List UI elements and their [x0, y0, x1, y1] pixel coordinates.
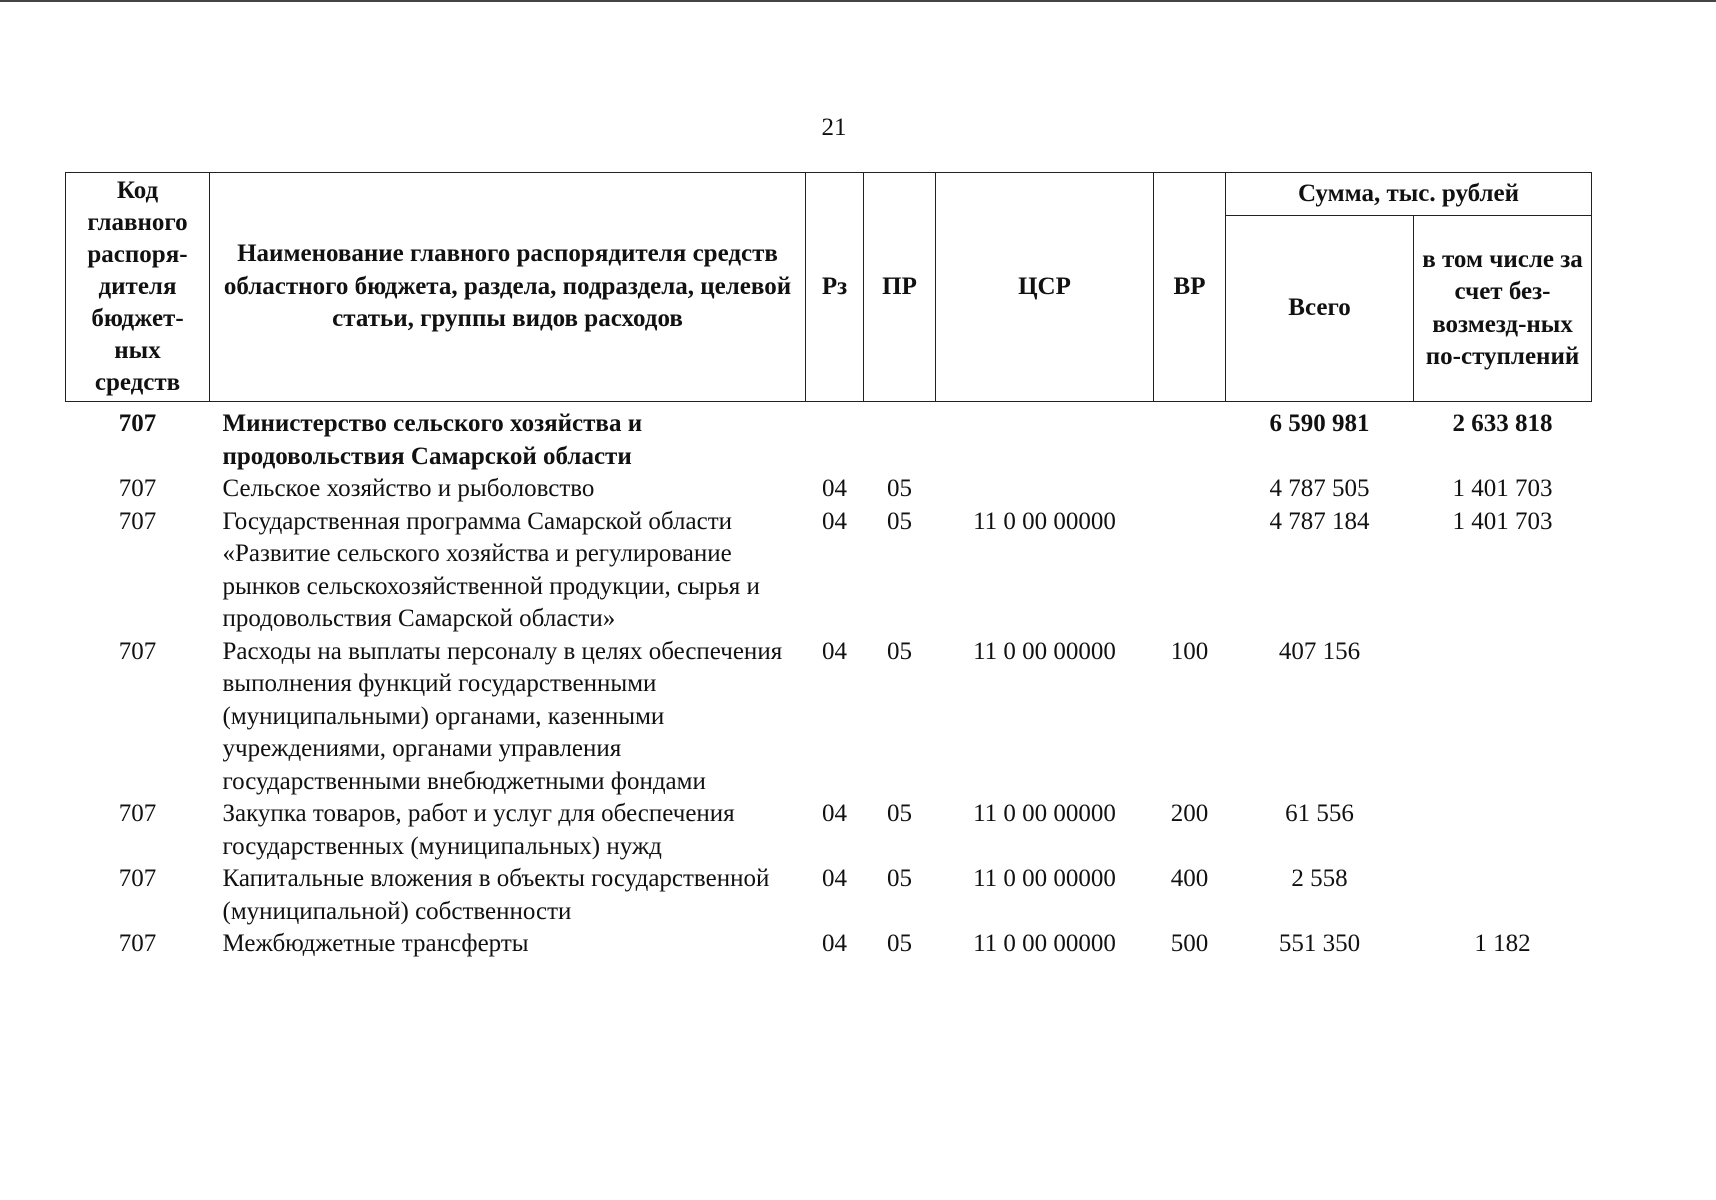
header-csr: ЦСР	[936, 173, 1154, 402]
cell-pr: 05	[887, 800, 912, 827]
cell-csr	[936, 473, 1154, 506]
table-row	[66, 636, 1592, 799]
cell-code: 707	[118, 800, 157, 827]
header-pr: ПР	[864, 173, 936, 402]
cell-name: Министерство сельского хозяйства и продовольствия Самарской области	[222, 410, 643, 470]
cell-vr: 200	[1170, 800, 1209, 827]
header-gratis: в том числе за счет без-возмезд-ных по-ступлений	[1414, 216, 1592, 402]
cell-vr	[1154, 506, 1226, 636]
cell-rz	[806, 402, 864, 474]
cell-pr: 05	[887, 865, 912, 892]
cell-name: Сельское хозяйство и рыболовство	[222, 475, 595, 502]
cell-rz: 04	[822, 475, 847, 502]
cell-pr: 05	[887, 475, 912, 502]
top-rule	[0, 0, 1716, 2]
cell-csr: 11 0 00 00000	[973, 865, 1116, 892]
header-total: Всего	[1226, 216, 1414, 402]
table-body	[66, 402, 1592, 961]
cell-total: 407 156	[1278, 637, 1361, 665]
cell-name: Расходы на выплаты персоналу в целях обеспечения выполнения функций государственными (муниципальными) органами, казенными учреждениями, органами управления государственными внебюджетными фондами	[222, 637, 783, 795]
cell-gratis: 2 633 818	[1452, 410, 1553, 437]
cell-code: 707	[118, 930, 157, 957]
header-rz: Рз	[806, 173, 864, 402]
page-number: 21	[821, 114, 847, 141]
table-header	[66, 173, 1592, 402]
header-code: Код главного распоря-дителя бюджет-ных средств	[66, 173, 210, 402]
cell-name: Закупка товаров, работ и услуг для обеспечения государственных (муниципальных) нужд	[222, 800, 735, 860]
cell-pr: 05	[887, 507, 912, 535]
cell-gratis: 1 401 703	[1452, 475, 1553, 502]
cell-code: 707	[118, 410, 157, 437]
cell-csr: 11 0 00 00000	[973, 507, 1116, 535]
cell-vr	[1154, 402, 1226, 474]
cell-total: 61 556	[1285, 800, 1354, 827]
table-row	[66, 402, 1592, 474]
table-row	[66, 473, 1592, 506]
cell-total: 4 787 505	[1269, 475, 1370, 502]
cell-rz: 04	[822, 800, 847, 827]
cell-csr: 11 0 00 00000	[973, 637, 1116, 665]
cell-vr: 400	[1170, 865, 1209, 892]
cell-code: 707	[118, 637, 157, 665]
table-row	[66, 928, 1592, 961]
cell-vr: 500	[1170, 930, 1209, 957]
cell-code: 707	[118, 507, 157, 535]
cell-gratis: 1 182	[1474, 930, 1531, 957]
cell-name: Капитальные вложения в объекты государственной (муниципальной) собственности	[222, 865, 770, 925]
cell-pr: 05	[887, 930, 912, 957]
cell-code: 707	[118, 865, 157, 892]
cell-total: 4 787 184	[1269, 507, 1370, 535]
table-row	[66, 798, 1592, 863]
table-row	[66, 863, 1592, 928]
cell-name: Государственная программа Самарской области «Развитие сельского хозяйства и регулирование рынков сельскохозяйственной продукции, сырья и продовольствия Самарской области»	[222, 507, 760, 632]
cell-code: 707	[118, 475, 157, 502]
cell-rz: 04	[822, 930, 847, 957]
header-vr: ВР	[1154, 173, 1226, 402]
cell-gratis	[1414, 798, 1592, 863]
cell-gratis: 1 401 703	[1452, 507, 1553, 535]
cell-rz: 04	[822, 865, 847, 892]
cell-rz: 04	[822, 507, 847, 535]
cell-gratis	[1414, 863, 1592, 928]
cell-vr	[1154, 473, 1226, 506]
cell-csr: 11 0 00 00000	[973, 800, 1116, 827]
cell-total: 6 590 981	[1269, 410, 1370, 437]
cell-csr: 11 0 00 00000	[973, 930, 1116, 957]
cell-vr: 100	[1170, 637, 1209, 665]
cell-gratis	[1414, 636, 1592, 799]
budget-table	[65, 172, 1592, 961]
cell-pr: 05	[887, 637, 912, 665]
cell-csr	[936, 402, 1154, 474]
cell-name: Межбюджетные трансферты	[222, 930, 529, 957]
cell-pr	[864, 402, 936, 474]
cell-rz: 04	[822, 637, 847, 665]
cell-total: 551 350	[1278, 930, 1361, 957]
cell-total: 2 558	[1291, 865, 1348, 892]
table-row	[66, 506, 1592, 636]
header-sum: Сумма, тыс. рублей	[1226, 173, 1592, 216]
header-name: Наименование главного распорядителя средств областного бюджета, раздела, подраздела, целевой статьи, группы видов расходов	[210, 173, 806, 402]
